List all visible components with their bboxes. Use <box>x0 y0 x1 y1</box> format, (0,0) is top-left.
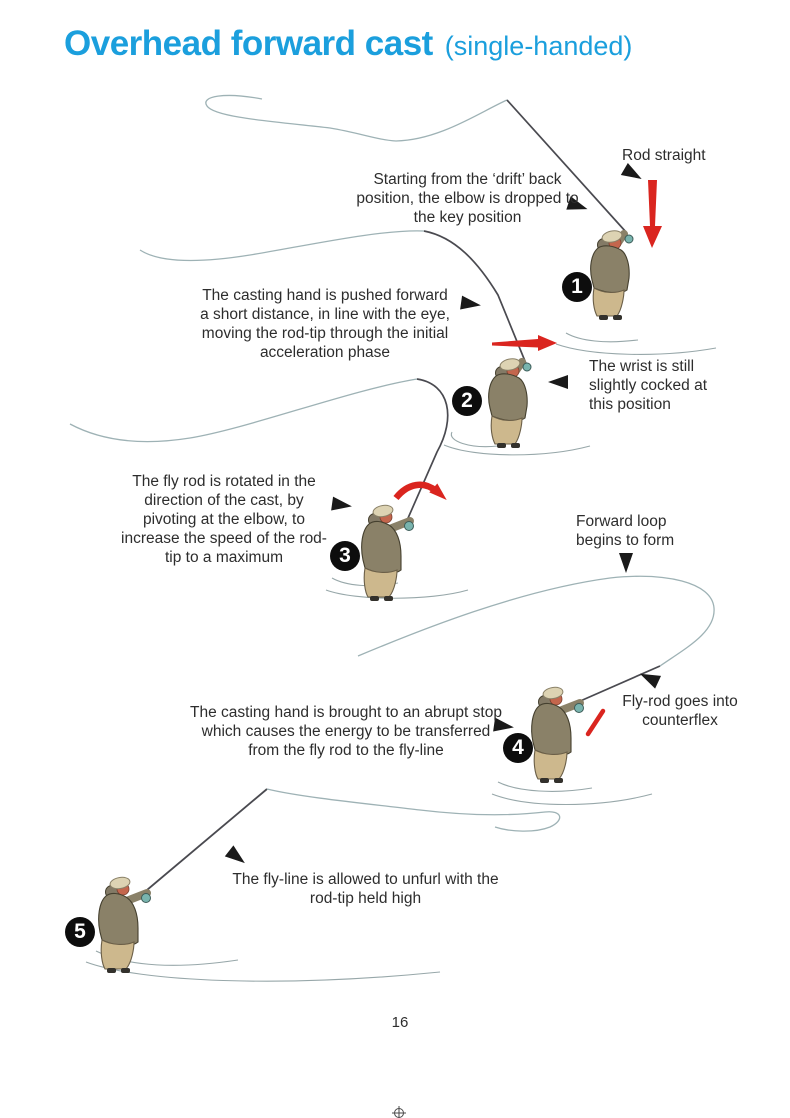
downward-drop-arrow-icon <box>643 180 662 248</box>
caption-step-5: The fly-line is allowed to unfurl with the rod-tip held high <box>232 871 499 907</box>
fisherman-figure-3 <box>362 504 414 601</box>
step-badge-3: 3 <box>330 541 360 571</box>
page-title-subtitle: (single-handed) <box>444 31 633 61</box>
step-badge-2: 2 <box>452 386 482 416</box>
caption-step-4: The casting hand is brought to an abrupt stop which causes the energy to be transferred from the fly rod to the fly-line <box>190 704 502 759</box>
side-note-forward-loop: Forward loop begins to form <box>576 513 675 549</box>
registration-mark-icon <box>392 1106 406 1118</box>
caption-step-2: The casting hand is pushed forward a short distance, in line with the eye, moving the rod-tip through the initial acceleration phase <box>200 287 450 361</box>
fisherman-figure-4 <box>532 686 584 783</box>
side-note-rod-straight: Rod straight <box>622 147 706 164</box>
side-note-counterflex: Fly-rod goes into counterflex <box>622 693 738 729</box>
pointer-arrow-icon-step2 <box>460 296 482 313</box>
pointer-arrow-icon-wrist <box>548 375 568 389</box>
step-badge-5: 5 <box>65 917 95 947</box>
step-badge-1: 1 <box>562 272 592 302</box>
page-title-main: Overhead forward cast <box>64 24 433 63</box>
fisherman-figure-1 <box>591 229 633 320</box>
fisherman-figure-5 <box>99 876 151 973</box>
forward-push-arrow-icon <box>492 335 557 351</box>
page-number: 16 <box>391 1014 409 1031</box>
caption-step-1: Starting from the ‘drift’ back position, the elbow is dropped to the key position <box>356 171 579 226</box>
caption-step-3: The fly rod is rotated in the direction of the cast, by pivoting at the elbow, to increase the speed of the rod-tip to a maximum <box>121 473 327 566</box>
pointer-arrow-icon-forward-loop <box>619 553 633 573</box>
pointer-arrow-icon-rod-straight <box>621 163 645 185</box>
step-badge-4: 4 <box>503 733 533 763</box>
counterflex-mark-icon <box>588 711 603 734</box>
fly-line-step4-forward-loop <box>358 576 714 702</box>
rotation-arrow-icon <box>396 484 451 505</box>
side-note-wrist: The wrist is still slightly cocked at this position <box>589 358 708 413</box>
pointer-arrow-icon-step3 <box>331 497 353 514</box>
fisherman-figure-2 <box>489 357 531 448</box>
pointer-arrow-icon-step5 <box>225 845 249 868</box>
